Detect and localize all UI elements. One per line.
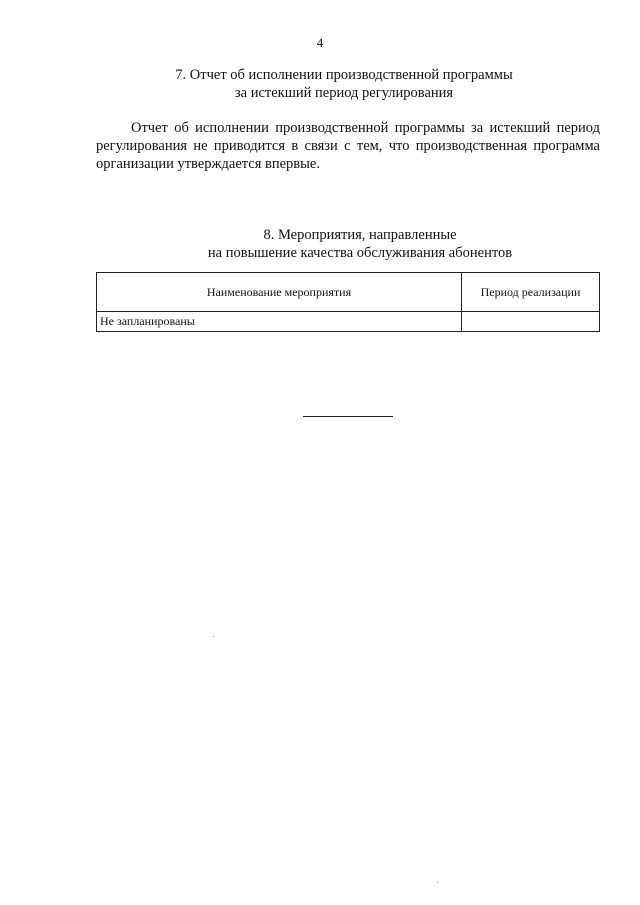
section-7-paragraph: Отчет об исполнении производственной программы за истекший период регулирования не приводится в связи с тем, что производственная программа организации утверждается впервые. <box>96 120 600 172</box>
table-row <box>97 312 600 332</box>
section-8-heading <box>108 226 612 262</box>
section-8-title-line-1: 8. Мероприятия, направленные <box>263 227 457 243</box>
page-number: 4 <box>316 35 324 50</box>
cell-event-name: Не запланированы <box>97 312 462 332</box>
events-table <box>96 272 600 332</box>
header-implementation-period: Период реализации <box>462 273 600 312</box>
end-of-document-rule <box>303 416 393 417</box>
table-header-row <box>97 273 600 312</box>
cell-implementation-period <box>462 312 600 332</box>
section-7-heading <box>92 66 596 102</box>
scan-speck <box>437 882 438 883</box>
section-7-title-line-2: за истекший период регулирования <box>234 85 454 101</box>
section-8-title-line-2: на повышение качества обслуживания абонентов <box>207 245 513 261</box>
scan-speck <box>213 636 214 637</box>
section-7-title-line-1: 7. Отчет об исполнении производственной программы <box>175 67 513 83</box>
header-event-name: Наименование мероприятия <box>97 273 462 312</box>
